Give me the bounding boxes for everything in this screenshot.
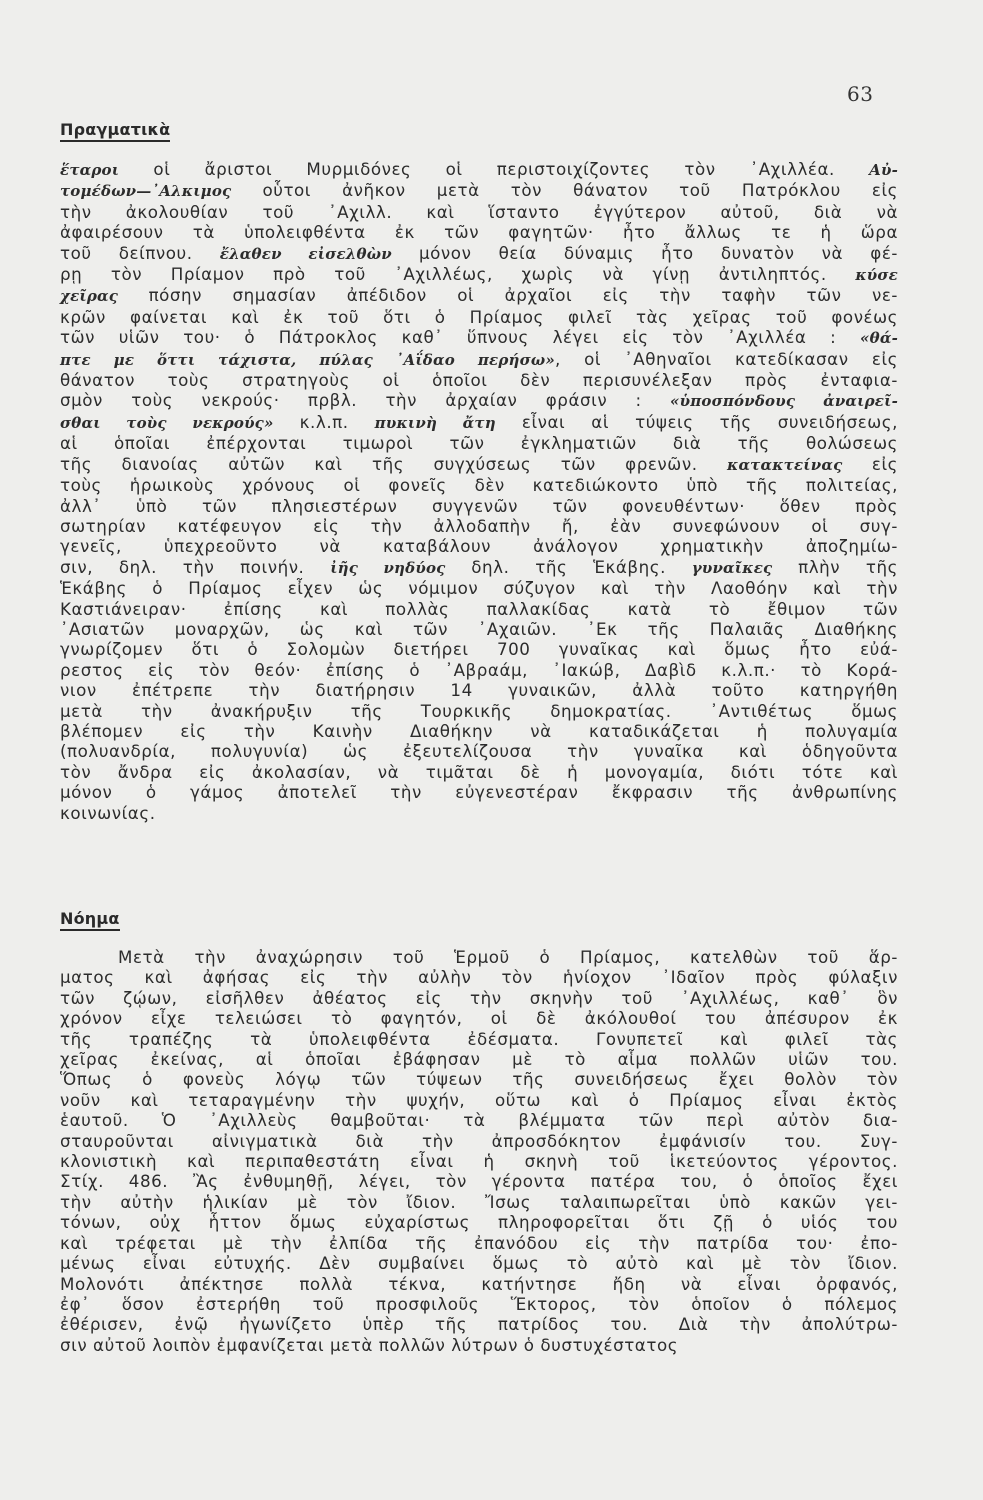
section-heading-pragmatika: Πραγματικὰ — [60, 120, 170, 142]
text-line — [60, 578, 898, 598]
text-line — [60, 222, 898, 242]
text-run: βλέπομεν εἰς τὴν Καινὴν Διαθήκην νὰ καταδικάζεται ἡ πολυγαμία — [60, 720, 898, 741]
text-run: τῆς τραπέζης τὰ ὑπολειφθέντα ἐδέσματα. Γονυπετεῖ καὶ φιλεῖ τὰς — [60, 1028, 898, 1049]
text-line — [60, 680, 898, 700]
text-run: Μετὰ τὴν ἀναχώρησιν τοῦ Ἑρμοῦ ὁ Πρίαμος, κατελθὼν τοῦ ἅρ- — [118, 947, 898, 967]
section-heading-noima: Νόημα — [60, 909, 120, 931]
lemma-term: «ὑποσπόνδους ἀναιρεῖ- — [670, 392, 899, 411]
text-run: Καστιάνειραν· ἐπίσης καὶ πολλὰς παλλακίδας κατὰ τὸ ἔθιμον τῶν — [60, 598, 898, 619]
text-run: ματος καὶ ἀφήσας εἰς τὴν αὐλὴν τὸν ἡνίοχον ᾿Ιδαῖον πρὸς φύλαξιν — [60, 967, 898, 988]
text-line — [60, 307, 898, 327]
text-line — [60, 496, 898, 516]
text-run: εἰς — [842, 453, 898, 474]
lemma-term: τομέδων—᾿Αλκιμος — [60, 182, 232, 201]
text-run: νιον ἐπέτρεπε τὴν διατήρησιν 14 γυναικῶν, ἀλλὰ τοῦτο κατηργήθη — [60, 680, 898, 701]
lemma-term: σθαι τοὺς νεκρούς» — [60, 413, 274, 432]
text-run: ἐφ᾿ ὅσον ἐστερήθη τοῦ προσφιλοῦς Ἕκτορος, τὸν ὁποῖον ὁ πόλεμος — [60, 1293, 898, 1314]
lemma-term: χεῖρας — [60, 287, 119, 306]
text-run: μένως εἶναι εὐτυχής. Δὲν συμβαίνει ὅμως τὸ αὐτὸ καὶ μὲ τὸν ἴδιον. — [60, 1253, 898, 1274]
text-line — [60, 536, 898, 556]
text-line — [60, 1212, 898, 1232]
text-run: κλονιστικὴ καὶ περιπαθεστάτη εἶναι ἡ σκηνὴ τοῦ ἱκετεύοντος γέροντος. — [60, 1151, 898, 1172]
text-line — [60, 475, 898, 495]
text-run: τόνων, οὐχ ἧττον ὅμως εὐχαρίστως πληροφορεῖται ὅτι ζῇ ὁ υἱός του — [60, 1212, 898, 1233]
text-run: τῶν ζῴων, εἰσῆλθεν ἀθέατος εἰς τὴν σκηνὴν τοῦ ᾿Αχιλλέως, καθ᾿ ὃν — [60, 987, 898, 1008]
lemma-term: «θά- — [860, 329, 898, 348]
lemma-term: πυκινὴ ἄτη — [374, 413, 496, 432]
commentary-block — [60, 159, 898, 823]
text-line — [60, 370, 898, 390]
text-run: γνωρίζομεν ὅτι ὁ Σολομὼν διετήρει 700 γυναῖκας καὶ ὅμως ἦτο εὐά- — [60, 639, 898, 660]
text-line — [60, 1171, 898, 1191]
text-line — [60, 433, 898, 453]
text-run: κρῶν φαίνεται καὶ ἐκ τοῦ ὅτι ὁ Πρίαμος φιλεῖ τὰς χεῖρας τοῦ φονέως — [60, 306, 898, 327]
text-run: κ.λ.π. — [273, 411, 375, 432]
text-run: ἑαυτοῦ. Ὁ ᾿Αχιλλεὺς θαμβοῦται· τὰ βλέμματα τῶν περὶ αὐτὸν δια- — [60, 1110, 898, 1131]
text-line — [60, 599, 898, 619]
text-run: , οἱ ᾿Αθηναῖοι κατεδίκασαν εἰς — [554, 348, 898, 369]
text-line — [60, 1151, 898, 1171]
text-run: σιν αὐτοῦ λοιπὸν ἐμφανίζεται μετὰ πολλῶν λύτρων ὁ δυστυχέστατος — [60, 1334, 679, 1355]
text-run: χεῖρας ἐκείνας, αἱ ὁποῖαι ἐβάφησαν μὲ τὸ αἷμα πολλῶν υἱῶν του. — [60, 1049, 898, 1070]
text-line — [60, 988, 898, 1008]
text-run: πόσην σημασίαν ἀπέδιδον οἱ ἀρχαῖοι εἰς τὴν ταφὴν τῶν νε- — [118, 285, 898, 306]
text-run: τοὺς ἡρωικοὺς χρόνους οἱ φονεῖς δὲν κατεδιώκοντο ὑπὸ τῆς πολιτείας, — [60, 475, 898, 496]
text-run: τῶν υἱῶν του· ὁ Πάτροκλος καθ᾿ ὕπνους λέγει εἰς τὸν ᾿Αχιλλέα : — [60, 327, 861, 348]
text-line — [60, 349, 898, 370]
text-run: ἀλλ᾿ ὑπὸ τῶν πλησιεστέρων συγγενῶν τῶν φονευθέντων· ὅθεν πρὸς — [60, 495, 898, 516]
text-line — [60, 782, 898, 802]
text-run: πλὴν τῆς — [772, 556, 898, 577]
lemma-term: πτε με ὅττι τάχιστα, πύλας ᾿Αΐδαο περήσω» — [60, 350, 555, 369]
text-run: ρῃ τὸν Πρίαμον πρὸ τοῦ ᾿Αχιλλέως, χωρὶς νὰ γίνῃ ἀντιληπτός. — [60, 264, 856, 285]
text-run: τὸν ἄνδρα εἰς ἀκολασίαν, νὰ τιμᾶται δὲ ἡ μονογαμία, διότι τότε καὶ — [60, 761, 898, 782]
text-run: δηλ. τῆς Ἑκάβης. — [445, 556, 692, 577]
text-run: καὶ τρέφεται μὲ τὴν ἐλπίδα τῆς ἐπανόδου εἰς τὴν πατρίδα του· ἐπο- — [60, 1232, 898, 1253]
text-run: σταυροῦνται αἰνιγματικὰ διὰ τὴν ἀπροσδόκητον ἐμφάνισίν του. Συγ- — [60, 1130, 898, 1151]
text-line — [60, 159, 898, 180]
lemma-term: γυναῖκες — [691, 558, 773, 577]
lemma-term: ἰῆς νηδύος — [330, 558, 446, 577]
text-line — [60, 721, 898, 741]
text-run: Μολονότι ἀπέκτησε πολλὰ τέκνα, κατήντησε ἤδη νὰ εἶναι ὀρφανός, — [60, 1273, 898, 1294]
text-line — [60, 412, 898, 433]
text-line — [60, 243, 898, 264]
lemma-term: Αὐ- — [869, 161, 898, 179]
text-run: Ἑκάβης ὁ Πρίαμος εἶχεν ὡς νόμιμον σύζυγον καὶ τὴν Λαοθόην καὶ τὴν — [60, 578, 898, 599]
text-run: τὴν ἀκολουθίαν τοῦ ᾿Αχιλλ. καὶ ἵσταντο ἐγγύτερον αὐτοῦ, διὰ νὰ — [60, 201, 898, 222]
text-line — [60, 701, 898, 721]
text-run: οὗτοι ἀνῆκον μετὰ τὸν θάνατον τοῦ Πατρόκλου εἰς — [231, 180, 898, 201]
text-run: κοινωνίας. — [60, 802, 156, 823]
text-line — [60, 1335, 898, 1355]
text-line — [60, 1314, 898, 1334]
summary-block — [60, 947, 898, 1355]
text-run: Στίχ. 486. Ἂς ἐνθυμηθῇ, λέγει, τὸν γέροντα πατέρα του, ὁ ὁποῖος ἔχει — [60, 1171, 898, 1192]
text-line — [60, 264, 898, 285]
text-run: μόνον ὁ γάμος ἀποτελεῖ τὴν εὐγενεστέραν ἔκφρασιν τῆς ἀνθρωπίνης — [60, 782, 898, 803]
text-run: τοῦ δείπνου. — [60, 242, 220, 263]
lemma-term: κύσε — [855, 266, 898, 285]
text-run: χρόνον εἶχε τελειώσει τὸ φαγητόν, οἱ δὲ ἀκόλουθοί του ἀπέσυρον ἐκ — [60, 1008, 898, 1029]
text-line — [60, 762, 898, 782]
text-run: τὴν αὐτὴν ἡλικίαν μὲ τὸν ἴδιον. Ἴσως ταλαιπωρεῖται ὑπὸ κακῶν γει- — [60, 1191, 898, 1212]
text-run: ἐθέρισεν, ἐνῷ ἠγωνίζετο ὑπὲρ τῆς πατρίδος του. Διὰ τὴν ἀπολύτρω- — [60, 1314, 898, 1335]
text-line — [60, 1233, 898, 1253]
text-line — [60, 619, 898, 639]
text-line — [60, 1029, 898, 1049]
lemma-term: ἔλαθεν εἰσελθὼν — [219, 244, 392, 263]
text-line — [60, 1110, 898, 1130]
text-run: Ὅπως ὁ φονεὺς λόγῳ τῶν τύψεων τῆς συνειδήσεως ἔχει θολὸν τὸν — [60, 1069, 898, 1090]
text-line — [60, 1274, 898, 1294]
text-run: ἀφαιρέσουν τὰ ὑπολειφθέντα ἐκ τῶν φαγητῶν· ἦτο ἄλλως τε ἡ ὥρα — [60, 222, 898, 243]
lemma-term: ἕταροι — [60, 161, 120, 179]
text-line — [60, 202, 898, 222]
text-line — [60, 660, 898, 680]
text-run: αἱ ὁποῖαι ἐπέρχονται τιμωροὶ τῶν ἐγκληματιῶν διὰ τῆς θολώσεως — [60, 433, 898, 454]
text-run: μετὰ τὴν ἀνακήρυξιν τῆς Τουρκικῆς δημοκρατίας. ᾿Αντιθέτως ὅμως — [60, 700, 898, 721]
text-run: εἶναι αἱ τύψεις τῆς συνειδήσεως, — [495, 411, 898, 432]
text-line — [60, 1253, 898, 1273]
text-run: ᾿Ασιατῶν μοναρχῶν, ὡς καὶ τῶν ᾿Αχαιῶν. ᾿Εκ τῆς Παλαιᾶς Διαθήκης — [60, 618, 898, 639]
text-line — [60, 639, 898, 659]
text-line — [60, 454, 898, 475]
text-line — [60, 1131, 898, 1151]
text-run: σωτηρίαν κατέφευγον εἰς τὴν ἀλλοδαπὴν ἤ, ἐὰν συνεφώνουν οἱ συγ- — [60, 515, 898, 536]
text-run: (πολυανδρία, πολυγυνία) ὡς ἐξευτελίζουσα τὴν γυναῖκα καὶ ὁδηγοῦντα — [60, 741, 898, 762]
text-line — [60, 1008, 898, 1028]
text-run: σμὸν τοὺς νεκρούς· πρβλ. τὴν ἀρχαίαν φράσιν : — [60, 390, 671, 411]
text-run: θάνατον τοὺς στρατηγοὺς οἱ ὁποῖοι δὲν περισυνέλεξαν πρὸς ἐνταφια- — [60, 370, 898, 391]
text-line — [60, 327, 898, 348]
text-line — [60, 1192, 898, 1212]
text-run: γενεῖς, ὑπεχρεοῦντο νὰ καταβάλουν ἀνάλογον χρηματικὴν ἀποζημίω- — [60, 536, 898, 557]
text-run: ρεστος εἰς τὸν θεόν· ἐπίσης ὁ ᾿Αβραάμ, ᾿Ιακώβ, Δαβὶδ κ.λ.π.· τὸ Κορά- — [60, 659, 898, 680]
text-line — [60, 285, 898, 306]
text-line — [60, 1049, 898, 1069]
text-line — [60, 1090, 898, 1110]
text-run: οἱ ἄριστοι Μυρμιδόνες οἱ περιστοιχίζοντες τὸν ᾿Αχιλλέα. — [119, 159, 870, 179]
text-run: τῆς διανοίας αὐτῶν καὶ τῆς συγχύσεως τῶν φρενῶν. — [60, 453, 727, 474]
page-number: 63 — [847, 82, 874, 106]
text-run: μόνον θεία δύναμις ἦτο δυνατὸν νὰ φέ- — [391, 242, 898, 263]
text-run: νοῦν καὶ τεταραγμένην τὴν ψυχήν, οὕτω καὶ ὁ Πρίαμος εἶναι ἐκτὸς — [60, 1089, 898, 1110]
text-line — [60, 1294, 898, 1314]
text-line — [60, 947, 898, 967]
text-run: σιν, δηλ. τὴν ποινήν. — [60, 556, 331, 577]
text-line — [60, 390, 898, 411]
text-line — [60, 967, 898, 987]
text-line — [60, 516, 898, 536]
text-line — [60, 741, 898, 761]
text-line — [60, 557, 898, 578]
text-line — [60, 803, 898, 823]
text-line — [60, 1069, 898, 1089]
lemma-term: κατακτείνας — [727, 455, 843, 474]
text-line — [60, 180, 898, 201]
